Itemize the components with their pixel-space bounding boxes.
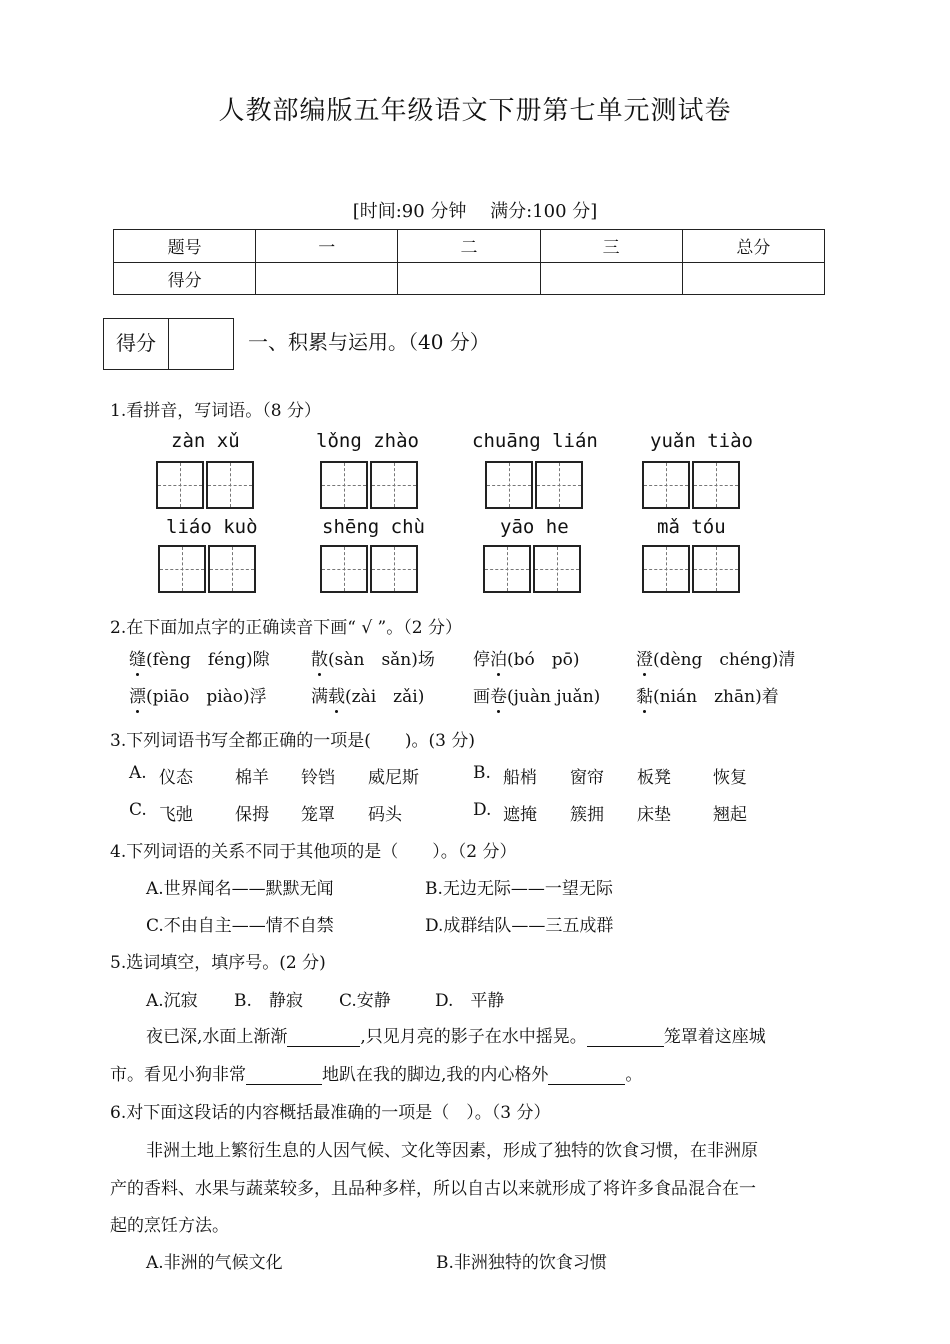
dotted-char: 澄 [636, 650, 653, 670]
writing-grid[interactable] [156, 461, 254, 509]
option-label: C. [129, 800, 147, 820]
answer-blank[interactable] [587, 1028, 664, 1047]
writing-grid[interactable] [320, 545, 418, 593]
score-row-label: 得分 [114, 262, 256, 295]
option-word: 船梢 [503, 768, 537, 788]
score-table-row [114, 262, 825, 295]
writing-grid[interactable] [485, 461, 583, 509]
option-word: 铃铛 [301, 768, 335, 788]
score-cell[interactable] [540, 262, 682, 295]
passage-line: 产的香料、水果与蔬菜较多，且品种多样，所以自古以来就形成了将许多食品混合在一 [110, 1179, 756, 1199]
option-text: B.非洲独特的饮食习惯 [436, 1253, 607, 1273]
writing-grid[interactable] [642, 461, 740, 509]
option-word: 仪态 [159, 768, 193, 788]
writing-grid[interactable] [642, 545, 740, 593]
reading-item[interactable]: 缝(fèng féng)隙 [129, 650, 270, 670]
section-score-label: 得分 [104, 319, 169, 369]
score-cell[interactable] [398, 262, 540, 295]
option-text: A.沉寂 [146, 991, 198, 1011]
question-4-stem: 4.下列词语的关系不同于其他项的是（ ）。（2 分） [110, 842, 517, 862]
section-score-box [103, 318, 234, 370]
option-word: 簇拥 [570, 805, 604, 825]
section-heading: 一、积累与运用。（40 分） [248, 330, 490, 354]
time-info: [时间:90 分钟 满分:100 分] [352, 201, 598, 222]
option-text: C.不由自主——情不自禁 [146, 916, 334, 936]
option-word: 保拇 [235, 805, 269, 825]
option-label: D. [473, 800, 492, 820]
dotted-char: 漂 [129, 687, 146, 707]
score-header-cell: 一 [256, 230, 398, 263]
question-2-stem: 2.在下面加点字的正确读音下画“ √ ”。（2 分） [110, 618, 462, 638]
writing-grid[interactable] [158, 545, 256, 593]
dotted-char: 泊 [490, 650, 507, 670]
option-text: A.世界闻名——默默无闻 [146, 879, 334, 899]
reading-item[interactable]: 澄(dèng chéng)清 [636, 650, 796, 670]
option-text: B.无边无际——一望无际 [425, 879, 613, 899]
dotted-char: 散 [311, 650, 328, 670]
fill-in-paragraph-line: 夜已深,水面上渐渐 ,只见月亮的影子在水中摇晃。 笼罩着这座城 [146, 1027, 766, 1047]
option-word: 恢复 [713, 768, 747, 788]
option-text: A.非洲的气候文化 [146, 1253, 283, 1273]
option-word: 笼罩 [301, 805, 335, 825]
option-word: 板凳 [637, 768, 671, 788]
question-3-stem: 3.下列词语书写全都正确的一项是( )。(3 分) [110, 731, 475, 751]
reading-item[interactable]: 漂(piāo piào)浮 [129, 687, 267, 707]
dotted-char: 卷 [490, 687, 507, 707]
fill-in-paragraph-line: 市。看见小狗非常 地趴在我的脚边,我的内心格外 。 [110, 1065, 643, 1085]
option-word: 遮掩 [503, 805, 537, 825]
option-text: D.成群结队——三五成群 [425, 916, 614, 936]
option-word: 翘起 [713, 805, 747, 825]
dotted-char: 载 [328, 687, 345, 707]
score-header-cell: 总分 [682, 230, 824, 263]
writing-grid[interactable] [483, 545, 581, 593]
option-word: 窗帘 [570, 768, 604, 788]
passage-line: 非洲土地上繁衍生息的人因气候、文化等因素，形成了独特的饮食习惯，在非洲原 [146, 1141, 758, 1161]
option-word: 码头 [368, 805, 402, 825]
score-cell[interactable] [256, 262, 398, 295]
pinyin-label: lǒng zhào [316, 430, 419, 452]
pinyin-label: shēng chù [322, 516, 425, 538]
reading-item[interactable]: 满载(zài zǎi) [311, 687, 425, 707]
answer-blank[interactable] [548, 1066, 625, 1085]
answer-blank[interactable] [287, 1028, 360, 1047]
score-table-header [114, 230, 825, 263]
pinyin-label: yuǎn tiào [650, 430, 753, 452]
score-header-cell: 题号 [114, 230, 256, 263]
option-text: D. 平静 [435, 991, 505, 1011]
score-table [113, 229, 825, 295]
pinyin-label: liáo kuò [166, 516, 258, 538]
question-5-stem: 5.选词填空，填序号。(2 分) [110, 953, 326, 973]
score-header-cell: 三 [540, 230, 682, 263]
score-header-cell: 二 [398, 230, 540, 263]
option-word: 威尼斯 [368, 768, 419, 788]
reading-item[interactable]: 黏(nián zhān)着 [636, 687, 779, 707]
option-label: A. [129, 763, 147, 783]
reading-item[interactable]: 停泊(bó pō) [473, 650, 580, 670]
answer-blank[interactable] [246, 1066, 322, 1085]
reading-item[interactable]: 散(sàn sǎn)场 [311, 650, 435, 670]
option-word: 床垫 [637, 805, 671, 825]
question-6-stem: 6.对下面这段话的内容概括最准确的一项是（ ）。（3 分） [110, 1103, 551, 1123]
reading-item[interactable]: 画卷(juàn juǎn) [473, 687, 601, 707]
score-cell[interactable] [682, 262, 824, 295]
pinyin-label: yāo he [500, 516, 569, 538]
pinyin-label: mǎ tóu [657, 516, 726, 538]
passage-line: 起的烹饪方法。 [110, 1216, 229, 1236]
dotted-char: 黏 [636, 687, 653, 707]
dotted-char: 缝 [129, 650, 146, 670]
pinyin-label: chuāng lián [472, 430, 598, 452]
writing-grid[interactable] [320, 461, 418, 509]
page-title: 人教部编版五年级语文下册第七单元测试卷 [218, 96, 732, 126]
option-word: 棉羊 [235, 768, 269, 788]
option-text: B. 静寂 [234, 991, 303, 1011]
option-label: B. [473, 763, 491, 783]
pinyin-label: zàn xǔ [171, 430, 240, 452]
option-text: C.安静 [339, 991, 391, 1011]
option-word: 飞弛 [159, 805, 193, 825]
question-1-stem: 1.看拼音，写词语。（8 分） [110, 401, 321, 421]
